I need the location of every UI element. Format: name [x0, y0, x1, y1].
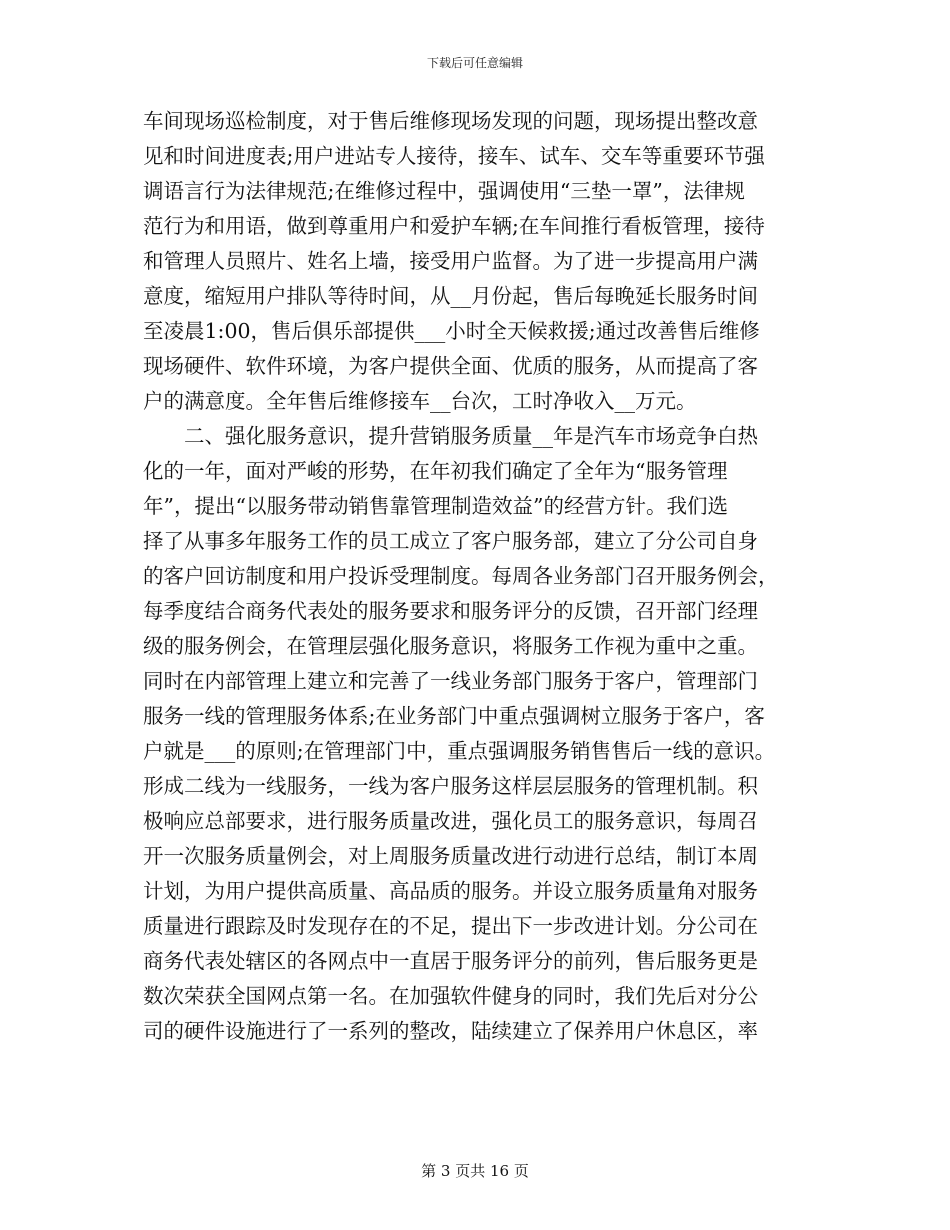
text-line: 商务代表处辖区的各网点中一直居于服务评分的前列，售后服务更是 [143, 949, 758, 973]
text-line: 级的服务例会，在管理层强化服务意识，将服务工作视为重中之重。 [143, 634, 758, 658]
text-line: 车间现场巡检制度，对于售后维修现场发现的问题，现场提出整改意 [143, 109, 758, 133]
text-line: 开一次服务质量例会，对上周服务质量改进行动进行总结，制订本周 [143, 844, 758, 868]
text-line: 质量进行跟踪及时发现存在的不足，提出下一步改进计划。分公司在 [143, 914, 758, 938]
text-line: 的客户回访制度和用户投诉受理制度。每周各业务部门召开服务例会， [143, 564, 779, 588]
text-line: 至凌晨1:00，售后俱乐部提供___小时全天候救援;通过改善售后维修 [143, 319, 760, 343]
text-line: 年”，提出“以服务带动销售靠管理制造效益”的经营方针。我们选 [143, 494, 728, 518]
text-line: 户的满意度。全年售后维修接车__台次，工时净收入__万元。 [143, 389, 697, 413]
text-line: 二、强化服务意识，提升营销服务质量__年是汽车市场竞争白热 [143, 424, 758, 448]
body-text [143, 104, 813, 1049]
page-header: 下载后可任意编辑 [426, 56, 523, 70]
page-footer: 第 3 页共 16 页 [421, 1162, 529, 1180]
text-line: 极响应总部要求，进行服务质量改进，强化员工的服务意识，每周召 [143, 809, 758, 833]
text-line: 择了从事多年服务工作的员工成立了客户服务部，建立了分公司自身 [143, 529, 758, 553]
text-line: 形成二线为一线服务，一线为客户服务这样层层服务的管理机制。积 [143, 774, 758, 798]
text-line: 每季度结合商务代表处的服务要求和服务评分的反馈，召开部门经理 [143, 599, 758, 623]
text-line: 数次荣获全国网点第一名。在加强软件健身的同时，我们先后对分公 [143, 984, 758, 1008]
text-line: 司的硬件设施进行了一系列的整改，陆续建立了保养用户休息区，率 [143, 1019, 758, 1043]
text-line: 和管理人员照片、姓名上墙，接受用户监督。为了进一步提高用户满 [143, 249, 758, 273]
text-line: 计划，为用户提供高质量、高品质的服务。并设立服务质量角对服务 [143, 879, 758, 903]
text-line: 调语言行为法律规范;在维修过程中，强调使用“三垫一罩”，法律规 [143, 179, 745, 203]
text-line: 现场硬件、软件环境，为客户提供全面、优质的服务，从而提高了客 [143, 354, 758, 378]
text-line: 同时在内部管理上建立和完善了一线业务部门服务于客户，管理部门 [143, 669, 758, 693]
text-line: 意度，缩短用户排队等待时间，从__月份起，售后每晚延长服务时间 [143, 284, 758, 308]
text-line: 见和时间进度表;用户进站专人接待，接车、试车、交车等重要环节强 [143, 144, 765, 168]
text-line: 服务一线的管理服务体系;在业务部门中重点强调树立服务于客户，客 [143, 704, 765, 728]
text-line: 户就是___的原则;在管理部门中，重点强调服务销售售后一线的意识。 [143, 739, 776, 763]
text-line: 化的一年，面对严峻的形势，在年初我们确定了全年为“服务管理 [143, 459, 728, 483]
text-line: 范行为和用语，做到尊重用户和爱护车辆;在车间推行看板管理，接待 [143, 214, 765, 238]
